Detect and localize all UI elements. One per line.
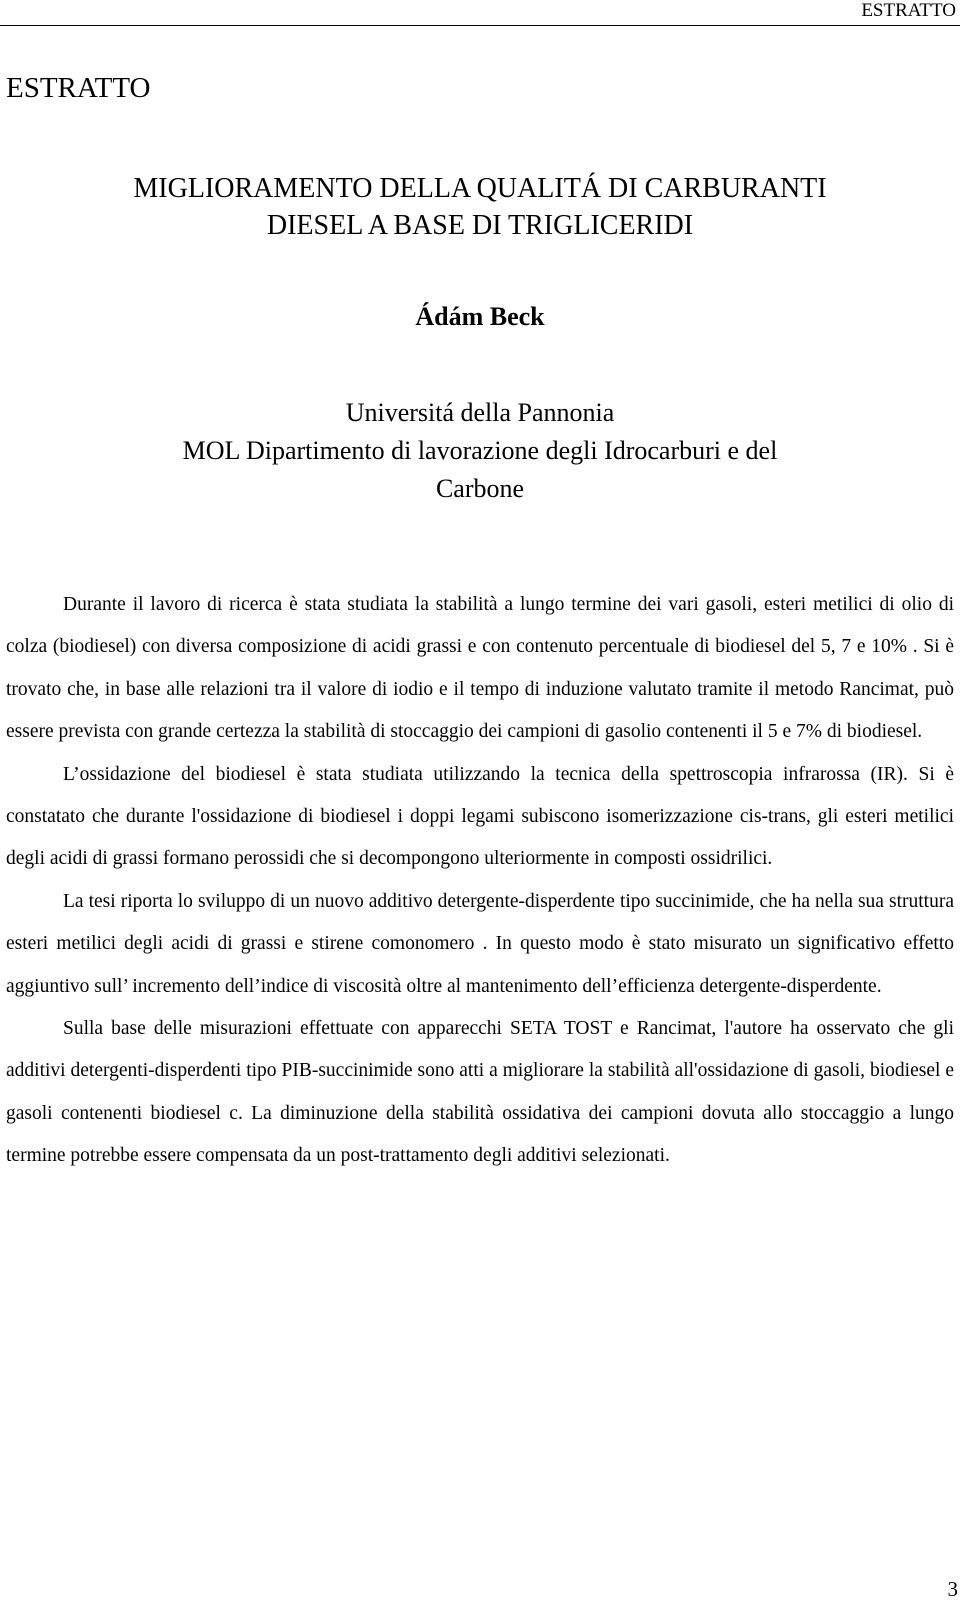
- abstract-paragraph: L’ossidazione del biodiesel è stata studiata utilizzando la tecnica della spettroscopia infrarossa (IR). Si è constatato che durante l'ossidazione di biodiesel i doppi legami subiscono isomerizzazione cis-trans, gli esteri metilici degli acidi di grassi formano perossidi che si decompongono ulteriormente in composti ossidrilici.: [6, 763, 954, 870]
- abstract-paragraph: Sulla base delle misurazioni effettuate con apparecchi SETA TOST e Rancimat, l'autore ha osservato che gli additivi detergenti-disperdenti tipo PIB-succinimide sono atti a migliorare la stabilità all'ossidazione di gasoli, biodiesel e gasoli contenenti biodiesel c. La diminuzione della stabilità ossidativa dei campioni dovuta allo stoccaggio a lungo termine potrebbe essere compensata da un post-trattamento degli additivi selezionati.: [6, 1018, 954, 1167]
- page-number: 3: [947, 1577, 958, 1601]
- document-title-line-1: MIGLIORAMENTO DELLA QUALITÁ DI CARBURANTI: [133, 173, 827, 204]
- affiliation-line-3: Carbone: [435, 474, 525, 503]
- document-title: [0, 170, 960, 244]
- author-name: Ádám Beck: [415, 302, 545, 331]
- affiliation-line-1: Universitá della Pannonia: [345, 398, 615, 427]
- running-header: [0, 0, 960, 26]
- abstract-paragraph: Durante il lavoro di ricerca è stata studiata la stabilità a lungo termine dei vari gasoli, esteri metilici di olio di colza (biodiesel) con diversa composizione di acidi grassi e con contenuto percentuale di biodiesel del 5, 7 e 10% . Si è trovato che, in base alle relazioni tra il valore di iodio e il tempo di induzione valutato tramite il metodo Rancimat, può essere prevista con grande certezza la stabilità di stoccaggio dei campioni di gasolio contenenti il 5 e 7% di biodiesel.: [6, 594, 954, 743]
- running-header-title: ESTRATTO: [861, 0, 956, 21]
- section-heading: ESTRATTO: [6, 72, 151, 104]
- affiliation-line-2: MOL Dipartimento di lavorazione degli Idrocarburi e del: [182, 436, 778, 465]
- abstract-body: [6, 584, 954, 1178]
- author-affiliation: [0, 394, 960, 508]
- abstract-paragraph: La tesi riporta lo sviluppo di un nuovo additivo detergente-disperdente tipo succinimide, che ha nella sua struttura esteri metilici degli acidi di grassi e stirene comonomero . In questo modo è stato misurato un significativo effetto aggiuntivo sull’ incremento dell’indice di viscosità oltre al mantenimento dell’efficienza detergente-disperdente.: [6, 890, 954, 997]
- document-title-line-2: DIESEL A BASE DI TRIGLICERIDI: [266, 210, 694, 241]
